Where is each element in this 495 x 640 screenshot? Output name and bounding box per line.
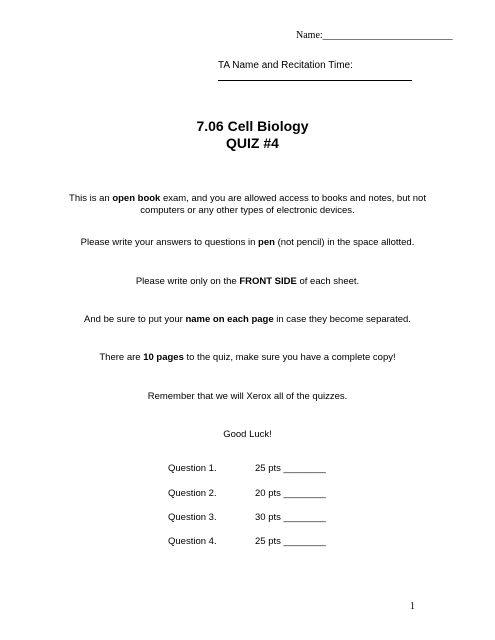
question-label: Question 2. bbox=[168, 488, 217, 499]
instruction-text: (not pencil) in the space allotted. bbox=[274, 237, 415, 248]
instruction-emphasis: open book bbox=[112, 193, 161, 204]
instruction-emphasis: FRONT SIDE bbox=[239, 276, 297, 287]
good-luck-text: Good Luck! bbox=[223, 429, 272, 440]
ta-name-label: TA Name and Recitation Time: bbox=[218, 60, 353, 71]
name-field-line: Name:__________________________ bbox=[296, 30, 453, 41]
question-label: Question 1. bbox=[168, 463, 217, 474]
instruction-emphasis: name on each page bbox=[185, 314, 274, 325]
instruction-front-side bbox=[0, 276, 495, 288]
instruction-text: to the quiz, make sure you have a complete copy! bbox=[183, 352, 396, 363]
instruction-text: exam, and you are allowed access to books and notes, but not computers or any other types of electronic devices. bbox=[140, 193, 426, 216]
instruction-text: of each sheet. bbox=[296, 276, 360, 287]
instruction-text: And be sure to put your bbox=[84, 314, 186, 325]
instruction-emphasis: pen bbox=[258, 237, 275, 248]
question-label: Question 4. bbox=[168, 536, 217, 547]
instruction-xerox: Remember that we will Xerox all of the quizzes. bbox=[147, 391, 348, 402]
question-label: Question 3. bbox=[168, 512, 217, 523]
instruction-text: This is an bbox=[69, 193, 113, 204]
page-title bbox=[0, 118, 495, 152]
instruction-text: Please write only on the bbox=[135, 276, 240, 287]
question-points: 30 pts ________ bbox=[255, 512, 326, 523]
instruction-text: Please write your answers to questions in bbox=[80, 237, 259, 248]
instruction-pen bbox=[0, 237, 495, 249]
instruction-emphasis: 10 pages bbox=[143, 352, 184, 363]
question-points: 25 pts ________ bbox=[255, 536, 326, 547]
ta-name-blank-line bbox=[218, 80, 412, 81]
score-row-question-3 bbox=[168, 512, 326, 523]
instruction-name-each-page bbox=[0, 314, 495, 326]
score-row-question-4 bbox=[168, 536, 326, 547]
instruction-page-count bbox=[0, 352, 495, 364]
question-points: 20 pts ________ bbox=[255, 488, 326, 499]
score-row-question-2 bbox=[168, 488, 326, 499]
score-row-question-1 bbox=[168, 463, 326, 474]
question-points: 25 pts ________ bbox=[255, 463, 326, 474]
course-title: 7.06 Cell Biology bbox=[196, 118, 309, 134]
instruction-text: in case they become separated. bbox=[273, 314, 411, 325]
page-number: 1 bbox=[410, 601, 415, 612]
quiz-title: QUIZ #4 bbox=[226, 135, 279, 151]
instruction-text: There are bbox=[99, 352, 144, 363]
instruction-open-book bbox=[0, 193, 495, 217]
